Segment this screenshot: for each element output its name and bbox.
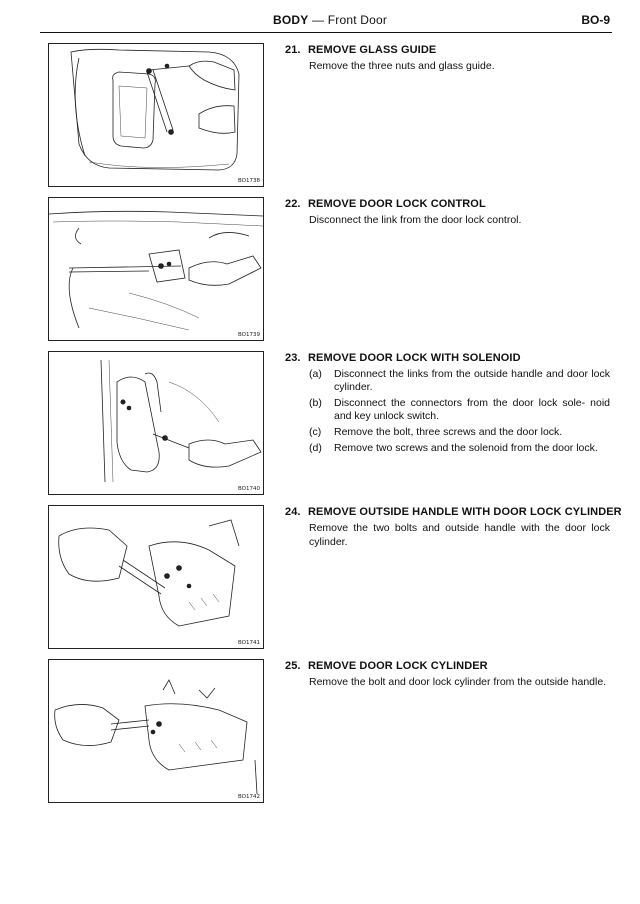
header-section: BODY — [273, 13, 309, 27]
substep-label: (a) — [309, 368, 322, 380]
step-number: 22. — [285, 198, 301, 210]
figure-code: BO1740 — [237, 486, 260, 492]
step-title: REMOVE OUTSIDE HANDLE WITH DOOR LOCK CYLINDER — [308, 506, 622, 518]
figure-code: BO1738 — [237, 178, 260, 184]
substep-text: Remove two screws and the solenoid from the door lock. — [334, 442, 598, 454]
figure-glass-guide — [48, 43, 264, 187]
substep-c — [309, 426, 610, 439]
step-number: 25. — [285, 660, 301, 672]
substep-label: (b) — [309, 397, 322, 409]
step-heading — [285, 660, 610, 672]
header-dash: — — [308, 13, 328, 27]
substep-a — [309, 368, 610, 394]
step-title: REMOVE DOOR LOCK CONTROL — [308, 198, 486, 210]
step-heading — [285, 506, 622, 518]
substep-list — [309, 368, 610, 455]
step-title: REMOVE DOOR LOCK CYLINDER — [308, 660, 488, 672]
step-22 — [285, 198, 610, 228]
step-23 — [285, 352, 610, 458]
figure-code: BO1742 — [237, 794, 260, 800]
figure-door-lock-solenoid — [48, 351, 264, 495]
figure-door-lock-control — [48, 197, 264, 341]
step-heading — [285, 44, 610, 56]
door-lock-solenoid-illustration — [49, 352, 263, 494]
step-25 — [285, 660, 610, 690]
substep-text: Disconnect the connectors from the door lock sole- noid and key unlock switch. — [334, 397, 610, 422]
step-text: Disconnect the link from the door lock control. — [309, 214, 522, 226]
step-title: REMOVE DOOR LOCK WITH SOLENOID — [308, 352, 521, 364]
step-24 — [285, 506, 622, 549]
step-number: 21. — [285, 44, 301, 56]
step-title: REMOVE GLASS GUIDE — [308, 44, 437, 56]
substep-d — [309, 442, 610, 455]
page-number: BO-9 — [581, 13, 610, 27]
header-rule — [40, 32, 612, 33]
step-text: Remove the two bolts and outside handle with the door lock cylinder. — [309, 522, 610, 548]
figure-outside-handle — [48, 505, 264, 649]
step-text: Remove the bolt and door lock cylinder from the outside handle. — [309, 676, 607, 688]
substep-text: Remove the bolt, three screws and the door lock. — [334, 426, 563, 438]
substep-b — [309, 397, 610, 423]
lock-cylinder-removal-illustration — [49, 660, 263, 802]
step-heading — [285, 352, 610, 364]
header-subtitle: Front Door — [327, 13, 388, 27]
figure-door-lock-cylinder — [48, 659, 264, 803]
outside-handle-removal-illustration — [49, 506, 263, 648]
step-number: 23. — [285, 352, 301, 364]
substep-label: (c) — [309, 426, 322, 438]
door-lock-control-link-illustration — [49, 198, 263, 340]
substep-label: (d) — [309, 442, 322, 454]
page-header — [40, 10, 612, 32]
step-21 — [285, 44, 610, 74]
substep-text: Disconnect the links from the outside handle and door lock cylinder. — [334, 368, 610, 393]
step-heading — [285, 198, 610, 210]
glass-guide-removal-illustration — [49, 44, 263, 186]
figure-code: BO1741 — [237, 640, 260, 646]
figure-code: BO1739 — [237, 332, 260, 338]
step-text: Remove the three nuts and glass guide. — [309, 60, 495, 72]
step-number: 24. — [285, 506, 301, 518]
header-title — [273, 13, 387, 27]
